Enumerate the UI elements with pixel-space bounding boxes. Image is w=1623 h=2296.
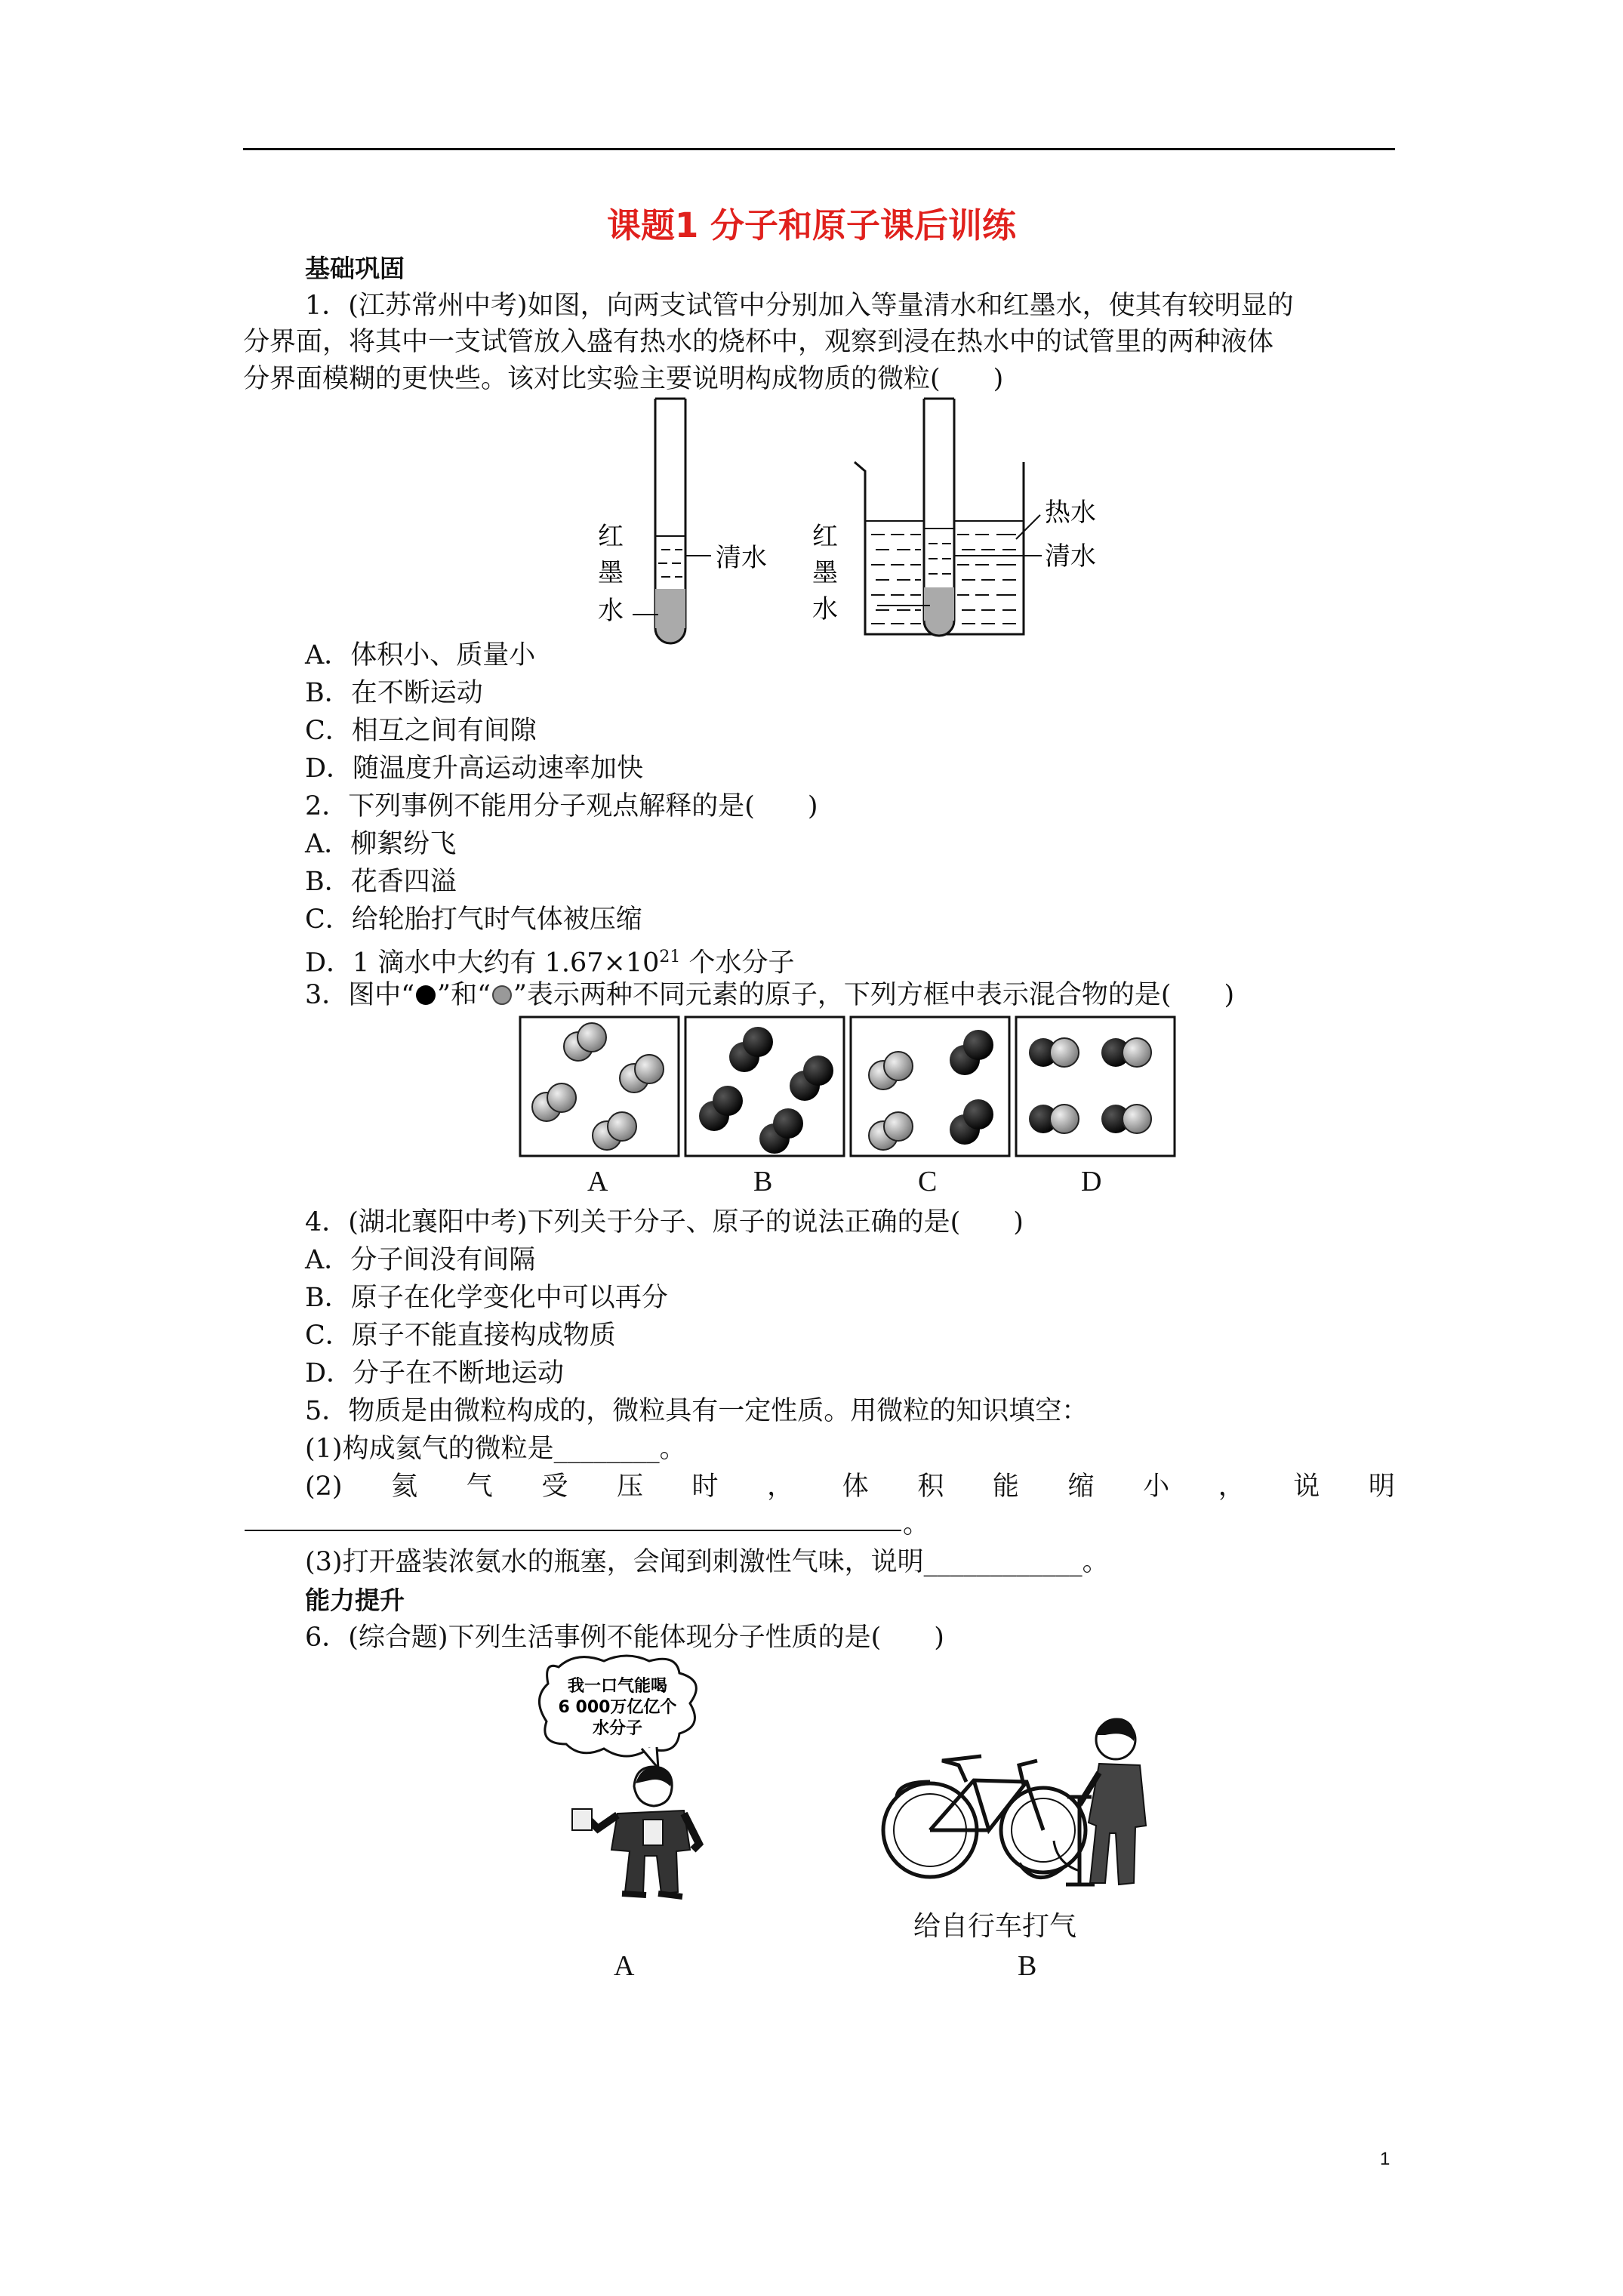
q3-molecule-boxes — [518, 1015, 1178, 1160]
q2-option-d — [305, 938, 795, 982]
q6-label-b: B — [1018, 1950, 1037, 1982]
q2-option-d-text: D．1 滴水中大约有 1.67×10 — [305, 948, 660, 978]
q4-stem: 4．(湖北襄阳中考)下列关于分子、原子的说法正确的是( ) — [305, 1207, 1024, 1237]
box-label-b: B — [753, 1166, 773, 1197]
section-heading-basic: 基础巩固 — [305, 254, 405, 283]
box-label-c: C — [918, 1166, 938, 1197]
q5-p2-word: (2) — [305, 1472, 343, 1502]
q3-stem-pre: 3．图中“ — [305, 980, 415, 1010]
q3-stem-post: ”表示两种不同元素的原子，下列方框中表示混合物的是( ) — [513, 980, 1235, 1010]
q5-p2-word: 缩 — [1067, 1472, 1095, 1502]
label-qingshui-left: 清水 — [716, 543, 767, 573]
bicycle-illustration — [883, 1756, 1086, 1878]
q5-p2-word: 小 — [1143, 1472, 1170, 1502]
q6-stem: 6．(综合题)下列生活事例不能体现分子性质的是( ) — [305, 1623, 944, 1653]
q5-p2-word: 气 — [466, 1472, 493, 1502]
label-reshui: 热水 — [1045, 498, 1096, 528]
boy-drinking-illustration — [572, 1766, 699, 1897]
q5-part3: (3)打开盛装浓氨水的瓶塞，会闻到刺激性气味，说明____________。 — [305, 1547, 1109, 1577]
q5-p2-word: 时 — [691, 1472, 719, 1502]
q6-label-a: A — [614, 1950, 635, 1982]
bubble-line-2: 6 000万亿亿个 — [558, 1698, 677, 1717]
box-d — [1016, 1017, 1175, 1156]
q2-option-d-exponent: 21 — [659, 948, 681, 966]
black-atom-icon — [414, 984, 437, 1006]
q1-option-b: B．在不断运动 — [305, 678, 483, 708]
q6-figure-b-bicycle-pump — [876, 1712, 1170, 1901]
q5-p2-word: 明 — [1368, 1472, 1395, 1502]
q5-p2-word: 压 — [616, 1472, 643, 1502]
q5-p2-word: 能 — [992, 1472, 1019, 1502]
q4-option-c: C．原子不能直接构成物质 — [305, 1321, 616, 1351]
box-a-molecules — [532, 1023, 664, 1150]
q1-stem-line2: 分界面，将其中一支试管放入盛有热水的烧杯中，观察到浸在热水中的试管里的两种液体 — [243, 327, 1274, 357]
q5-p2-word: 积 — [917, 1472, 944, 1502]
bubble-line-3: 水分子 — [592, 1719, 643, 1738]
bubble-line-1: 我一口气能喝 — [567, 1677, 668, 1696]
q5-p2-word: 说 — [1293, 1472, 1320, 1502]
q2-option-a: A．柳絮纷飞 — [305, 829, 457, 859]
box-label-d: D — [1081, 1166, 1102, 1197]
header-rule — [243, 148, 1395, 150]
q5-p2-word: 体 — [842, 1472, 869, 1502]
q3-stem — [305, 976, 1234, 1014]
q1-test-tube-figure — [589, 394, 1163, 651]
right-test-tube — [924, 399, 954, 636]
label-shui-right: 水 — [812, 594, 838, 624]
q4-option-b: B．原子在化学变化中可以再分 — [305, 1283, 668, 1313]
label-shui-left: 水 — [598, 596, 624, 626]
q6-caption-b: 给自行车打气 — [913, 1911, 1077, 1942]
q1-option-c: C．相互之间有间隙 — [305, 716, 537, 746]
boy-pumping-illustration — [1054, 1718, 1146, 1885]
label-qingshui-right: 清水 — [1045, 541, 1096, 572]
q2-option-b: B．花香四溢 — [305, 867, 457, 897]
q1-option-a: A．体积小、质量小 — [305, 640, 536, 670]
label-mo-right: 墨 — [812, 558, 838, 588]
q1-option-d: D．随温度升高运动速率加快 — [305, 754, 644, 784]
gray-atom-icon — [491, 984, 513, 1006]
q2-stem: 2．下列事例不能用分子观点解释的是( ) — [305, 791, 818, 821]
q5-p2-word: 氦 — [391, 1472, 418, 1502]
q5-p2-word: ， — [767, 1472, 794, 1502]
q5-p2-word: ， — [1218, 1472, 1245, 1502]
q3-stem-mid: ”和“ — [437, 980, 491, 1010]
box-d-molecules — [1029, 1038, 1151, 1133]
label-mo-left: 墨 — [598, 558, 624, 588]
page-number: 1 — [1380, 2149, 1390, 2169]
q5-stem: 5．物质是由微粒构成的，微粒具有一定性质。用微粒的知识填空： — [305, 1396, 1089, 1426]
label-hong-left: 红 — [598, 522, 624, 552]
q5-part1: (1)构成氦气的微粒是________。 — [305, 1434, 686, 1464]
page-title: 课题1 分子和原子课后训练 — [607, 205, 1016, 245]
q5-part2-answer-blank[interactable] — [245, 1530, 901, 1531]
box-b-molecules — [699, 1027, 833, 1154]
box-c-molecules — [869, 1030, 993, 1150]
section-heading-advanced: 能力提升 — [305, 1586, 405, 1615]
q2-option-d-suffix: 个水分子 — [680, 948, 795, 978]
q5-part2-line — [305, 1468, 1395, 1505]
q2-option-c: C．给轮胎打气时气体被压缩 — [305, 905, 642, 935]
q5-p2-word: 受 — [541, 1472, 568, 1502]
q6-figure-a-drinking-boy — [528, 1653, 732, 1903]
q4-option-d: D．分子在不断地运动 — [305, 1358, 565, 1388]
q1-stem-line1: 1．(江苏常州中考)如图，向两支试管中分别加入等量清水和红墨水，使其有较明显的 — [305, 291, 1294, 321]
q5-part2-period: 。 — [903, 1509, 930, 1539]
label-hong-right: 红 — [812, 522, 838, 552]
box-label-a: A — [587, 1166, 608, 1197]
q1-stem-line3: 分界面模糊的更快些。该对比实验主要说明构成物质的微粒( ) — [243, 364, 1004, 394]
left-test-tube — [633, 399, 711, 643]
q4-option-a: A．分子间没有间隔 — [305, 1245, 536, 1275]
